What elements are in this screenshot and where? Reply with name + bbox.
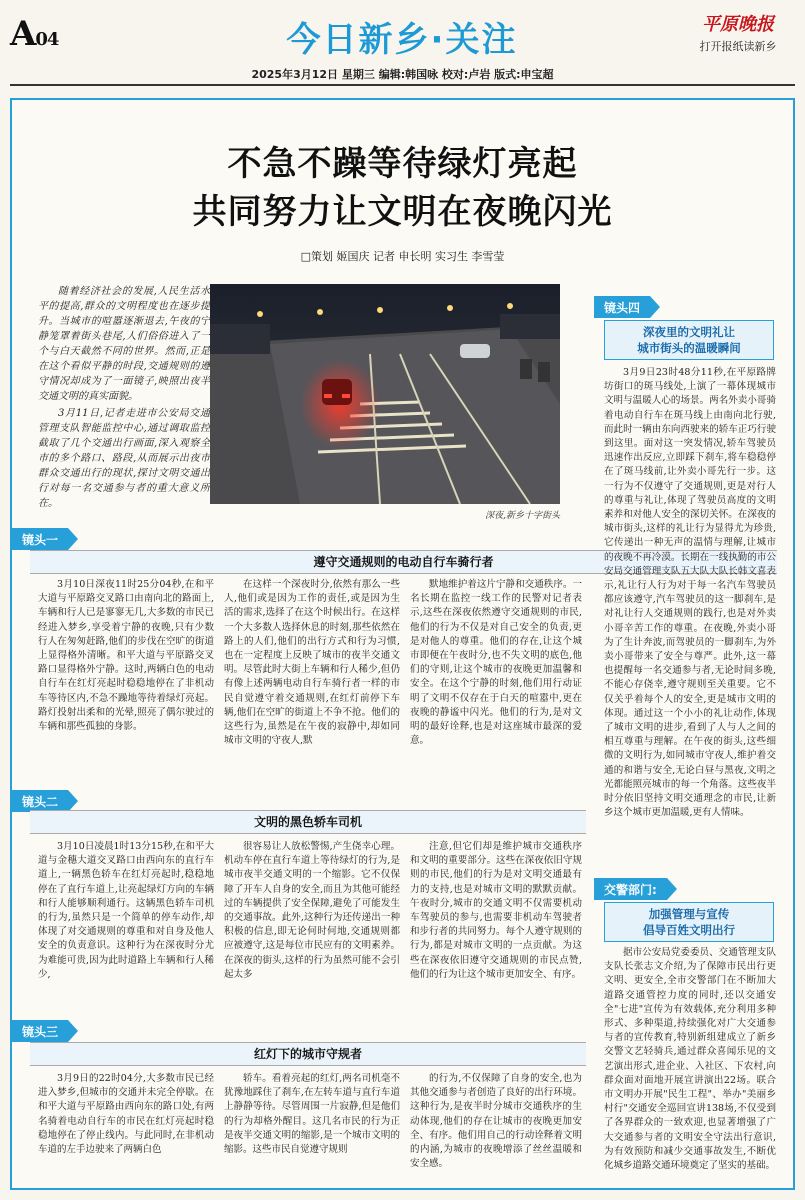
- page-number: [10, 14, 58, 54]
- photo-illustration: [210, 284, 560, 504]
- section-1-text-2: 在这样一个深夜时分,依然有那么一些人,他们或是因为工作的责任,或是因为生活的需求,选择了在这个时候出行。在这样一个大多数人选择休息的时刻,那些依然在路上的人们,他们的出行方式和行为习惯,也在一定程度上反映了城市的夜半交通文明。尽管此时大街上车辆和行人稀少,但仍有像上述两辆电动自行车骑行者一样的市民自觉遵守着交通规则,在红灯前停下车辆,他们在空旷的街道上不争不抢。他们的这些行为,虽然是在午夜的寂静中,却如同城市文明的守夜人,默: [224, 579, 400, 747]
- section-label-2: 镜头二: [12, 790, 68, 812]
- section-5-body: [604, 946, 776, 1186]
- section-label-3: 镜头三: [12, 1020, 68, 1042]
- section-3-col-1: [38, 1072, 214, 1184]
- intro-paragraph-2: 3月11日,记者走进市公安局交通管理支队智能监控中心,通过调取监控截取了几个交通出行画面,深入观察全市的多个路口、路段,从而展示出夜市群众交通出行的现状,探讨文明交通出行对每一名交通参与者的重大意义所在。: [38, 408, 210, 509]
- section-2-text-1: 3月10日凌晨1时13分15秒,在和平大道与金穗大道交叉路口由西向东的直行车道上,一辆黑色轿车在红灯亮起时,稳稳地停在了直行车道上,让亮起绿灯方向的车辆和行人能够顺利通行。这辆黑色轿车司机的行为,虽然只是一个简单的停车动作,却体现了对交通规则的尊重和对自身及他人安全的负责意识。这种行为在深夜时分尤为难能可贵,因为此时道路上车辆和行人稀少,: [38, 841, 214, 980]
- header-rule: [10, 84, 795, 86]
- section-5-title-line-1: 加强管理与宣传: [648, 907, 730, 921]
- page-letter: A: [10, 14, 36, 54]
- photo-caption: 深夜,新乡十字街头: [485, 511, 560, 521]
- section-2-text-2: 很容易让人放松警惕,产生侥幸心理。机动车停在直行车道上等待绿灯的行为,是城市夜半交通文明的一个缩影。它不仅保障了开车人自身的安全,而且为其他可能经过的车辆提供了安全保障,避免了可能发生的交通事故。此外,这种行为还传递出一种积极的信息,即无论何时何地,交通规则都应被遵守,这是每位市民应有的文明素养。在深夜的街头,这样的行为虽然可能不会引起太多: [224, 841, 400, 980]
- section-5-title-line-2: 倡导百姓文明出行: [643, 923, 735, 937]
- section-4-body: [604, 366, 776, 876]
- section-4-text: 3月9日23时48分11秒,在平原路牌坊街口的斑马线处,上演了一幕体现城市文明与温暖人心的场景。两名外卖小哥骑着电动自行车在斑马线上由南向北行驶,而此时一辆由东向西驶来的轿车正巧行驶到这里。面对这一突发情况,轿车驾驶员迅速作出反应,立即踩下刹车,将车稳稳停在了斑马线前,让外卖小哥先行一步。这一行为不仅遵守了交通规则,更是对行人的尊重与礼让,体现了驾驶员高度的文明素养和对他人安全的深切关怀。在深夜的城市街头,这样的礼让行为显得尤为珍贵,它传递出一种无声的温情与理解,让城市的夜晚不再冷漠。长期在一线执勤的市公安局交通管理支队五大队大队长韩文喜表示,礼让行人行为对于每一名汽车驾驶员都应该遵守,汽车驾驶员的这一脚刹车,是对礼让行人交通规则的践行,也是对外卖小哥辛苦工作的尊重。在夜晚,外卖小哥为了生计奔波,而驾驶员的一脚刹车,为外卖小哥带来了安全与尊严。此外,这一幕也提醒每一名交通参与者,无论时间多晚,不能心存侥幸,遵守规则至关重要。它不仅关乎着每个人的安全,更是城市文明的体现。通过这一个小小的礼让动作,体现了城市文明的进步,看到了人与人之间的相互尊重与理解。在午夜的街头,这些细微的文明行为,如同城市守夜人,维护着交通的和谐与安全,无论白昼与黑夜,文明之光都能照亮城市的每一个角落。这些夜半时分依旧坚持文明交通理念的市民,让新乡这个城市更加温暖,更有人情味。: [604, 367, 776, 819]
- night-intersection-photo: [210, 284, 560, 504]
- logo-title: 平原晚报: [702, 14, 774, 35]
- section-3-text-2: 轿车。看着亮起的红灯,两名司机毫不犹豫地踩住了刹车,在左转车道与直行车道上静静等待。尽管周围一片寂静,但是他们的行为却格外醒目。这几名市民的行为正是夜半交通文明的缩影,是一个城市文明的缩影。这些市民自觉遵守规则: [224, 1073, 400, 1156]
- intro-text: [38, 284, 210, 513]
- section-1-text-3: 默地维护着这片宁静和交通秩序。一名长期在监控一线工作的民警对记者表示,这些在深夜依然遵守交通规则的市民,他们的行为不仅是对自己安全的负责,更是对他人的尊重。他们的存在,让这个城市即便在午夜时分,也不失文明的底色,他们的守则,让这个城市的夜晚更加温馨和安全。在这个宁静的时刻,他们用行动证明了文明不仅存在于白天的喧嚣中,更在夜晚的静谧中闪光。他们的行为,是对文明的最好诠释,也是对这座城市最深的爱意。: [410, 579, 582, 747]
- article-headline: [12, 140, 793, 236]
- section-3-col-3: [410, 1072, 582, 1184]
- section-4-title-line-2: 城市街头的温暖瞬间: [637, 341, 741, 355]
- section-3-text-1: 3月9日的22时04分,大多数市民已经进入梦乡,但城市的交通并未完全停歇。在和平大道与平原路由西向东的路口处,有两名骑着电动自行车的市民在红灯亮起时稳稳地停在了停止线内。与此同时,在非机动车道的左手边驶来了两辆白色: [38, 1073, 214, 1156]
- logo-slogan: 打开报纸读新乡: [699, 40, 777, 53]
- section-3-text-3: 的行为,不仅保障了自身的安全,也为其他交通参与者创造了良好的出行环境。这种行为,是夜半时分城市交通秩序的生动体现,他们的存在让城市的夜晚更加安全、有序。他们用自己的行动诠释着文明的内涵,为城市的夜晚增添了丝丝温暖和安全感。: [410, 1073, 582, 1170]
- page-header: [0, 0, 805, 81]
- section-title-5: [604, 902, 774, 942]
- section-1-col-2: [224, 578, 400, 792]
- section-3-col-2: [224, 1072, 400, 1184]
- intro-paragraph-1: 随着经济社会的发展,人民生活水平的提高,群众的文明程度也在逐步提升。当城市的喧嚣逐渐退去,午夜的宁静笼罩着街头巷尾,人们俗俗进入了一个与白天截然不同的世界。然而,正是在这个看似平静的时段,交通规则的遵守情况却成为了一面镜子,映照出夜半交通文明的真实面貌。: [38, 286, 210, 402]
- headline-line-2: 共同努力让文明在夜晚闪光: [192, 192, 613, 232]
- headline-line-1: 不急不躁等待绿灯亮起: [227, 144, 578, 184]
- section-masthead: 今日新乡·关注: [286, 20, 518, 60]
- page-digits: 04: [35, 29, 59, 50]
- section-2-col-3: [410, 840, 582, 1062]
- section-1-col-1: [38, 578, 214, 792]
- section-1-text-1: 3月10日深夜11时25分04秒,在和平大道与平原路交叉路口由南向北的路面上,车辆和行人已是寥寥无几,大多数的市民已经进入梦乡,享受着宁静的夜晚,只有少数行人在匆匆赶路,他们的步伐在空旷的街道上显得格外清晰。和平大道与平原路交叉路口显得格外宁静。这时,两辆白色的电动自行车在红灯亮起时稳稳地停在了非机动车等待区内,不急不躁地等待着绿灯亮起。路灯投射出柔和的光晕,照亮了偶尔驶过的车辆和那些孤独的身影。: [38, 579, 214, 733]
- newspaper-logo: [683, 10, 793, 54]
- section-title-2: 文明的黑色轿车司机: [30, 810, 586, 834]
- section-4-title-line-1: 深夜里的文明礼让: [643, 325, 735, 339]
- section-title-3: 红灯下的城市守规者: [30, 1042, 586, 1066]
- section-5-text: 据市公安局党委委员、交通管理支队支队长张志文介绍,为了保障市民出行更文明、更安全,全市交警部门在不断加大道路交通管控力度的同时,还以交通安全"七进"宣传为有效载体,充分利用多种形式、多种渠道,持续强化对广大交通参与者的宣传教育,特别新组建成立了新乡交警文艺轻骑兵,通过群众喜闻乐见的文艺演出形式,进企业、入社区、下农村,向群众面对面地开展宣讲演出22场。联合市文明办开展"民生工程"、举办"美丽乡村行"交通安全巡回宣讲138场,不仅受到了各界群众的一致欢迎,也显著增强了广大交通参与者的文明安全守法出行意识,为有效预防和减少交通事故发生,不断优化城乡道路交通环境奠定了坚实的基础。: [604, 947, 776, 1172]
- section-title-1: 遵守交通规则的电动自行车骑行者: [30, 550, 777, 574]
- section-2-col-2: [224, 840, 400, 1062]
- section-title-4: [604, 320, 774, 360]
- section-2-text-3: 注意,但它们却是维护城市交通秩序和文明的重要部分。这些在深夜依旧守规则的市民,他们的行为是对文明交通最有力的支持,也是对城市文明的默默贡献。午夜时分,城市的交通文明不仅需要机动车驾驶员的参与,也需要非机动车驾驶者和步行者的共同努力。每个人遵守规则的行为,都是对城市文明的一点贡献。为这些在深夜依旧遵守交通规则的市民点赞,他们的行为让这个城市更加安全、有序。: [410, 841, 582, 980]
- article-frame: [10, 98, 795, 1190]
- section-1-col-3: [410, 578, 582, 792]
- section-label-5: 交警部门:: [594, 878, 667, 900]
- byline: □策划 姬国庆 记者 申长明 实习生 李雪莹: [300, 250, 505, 263]
- section-label-4: 镜头四: [594, 296, 650, 318]
- issue-info-line: 2025年3月12日 星期三 编辑:韩国咏 校对:卢岩 版式:申宝超: [251, 68, 554, 81]
- section-label-1: 镜头一: [12, 528, 68, 550]
